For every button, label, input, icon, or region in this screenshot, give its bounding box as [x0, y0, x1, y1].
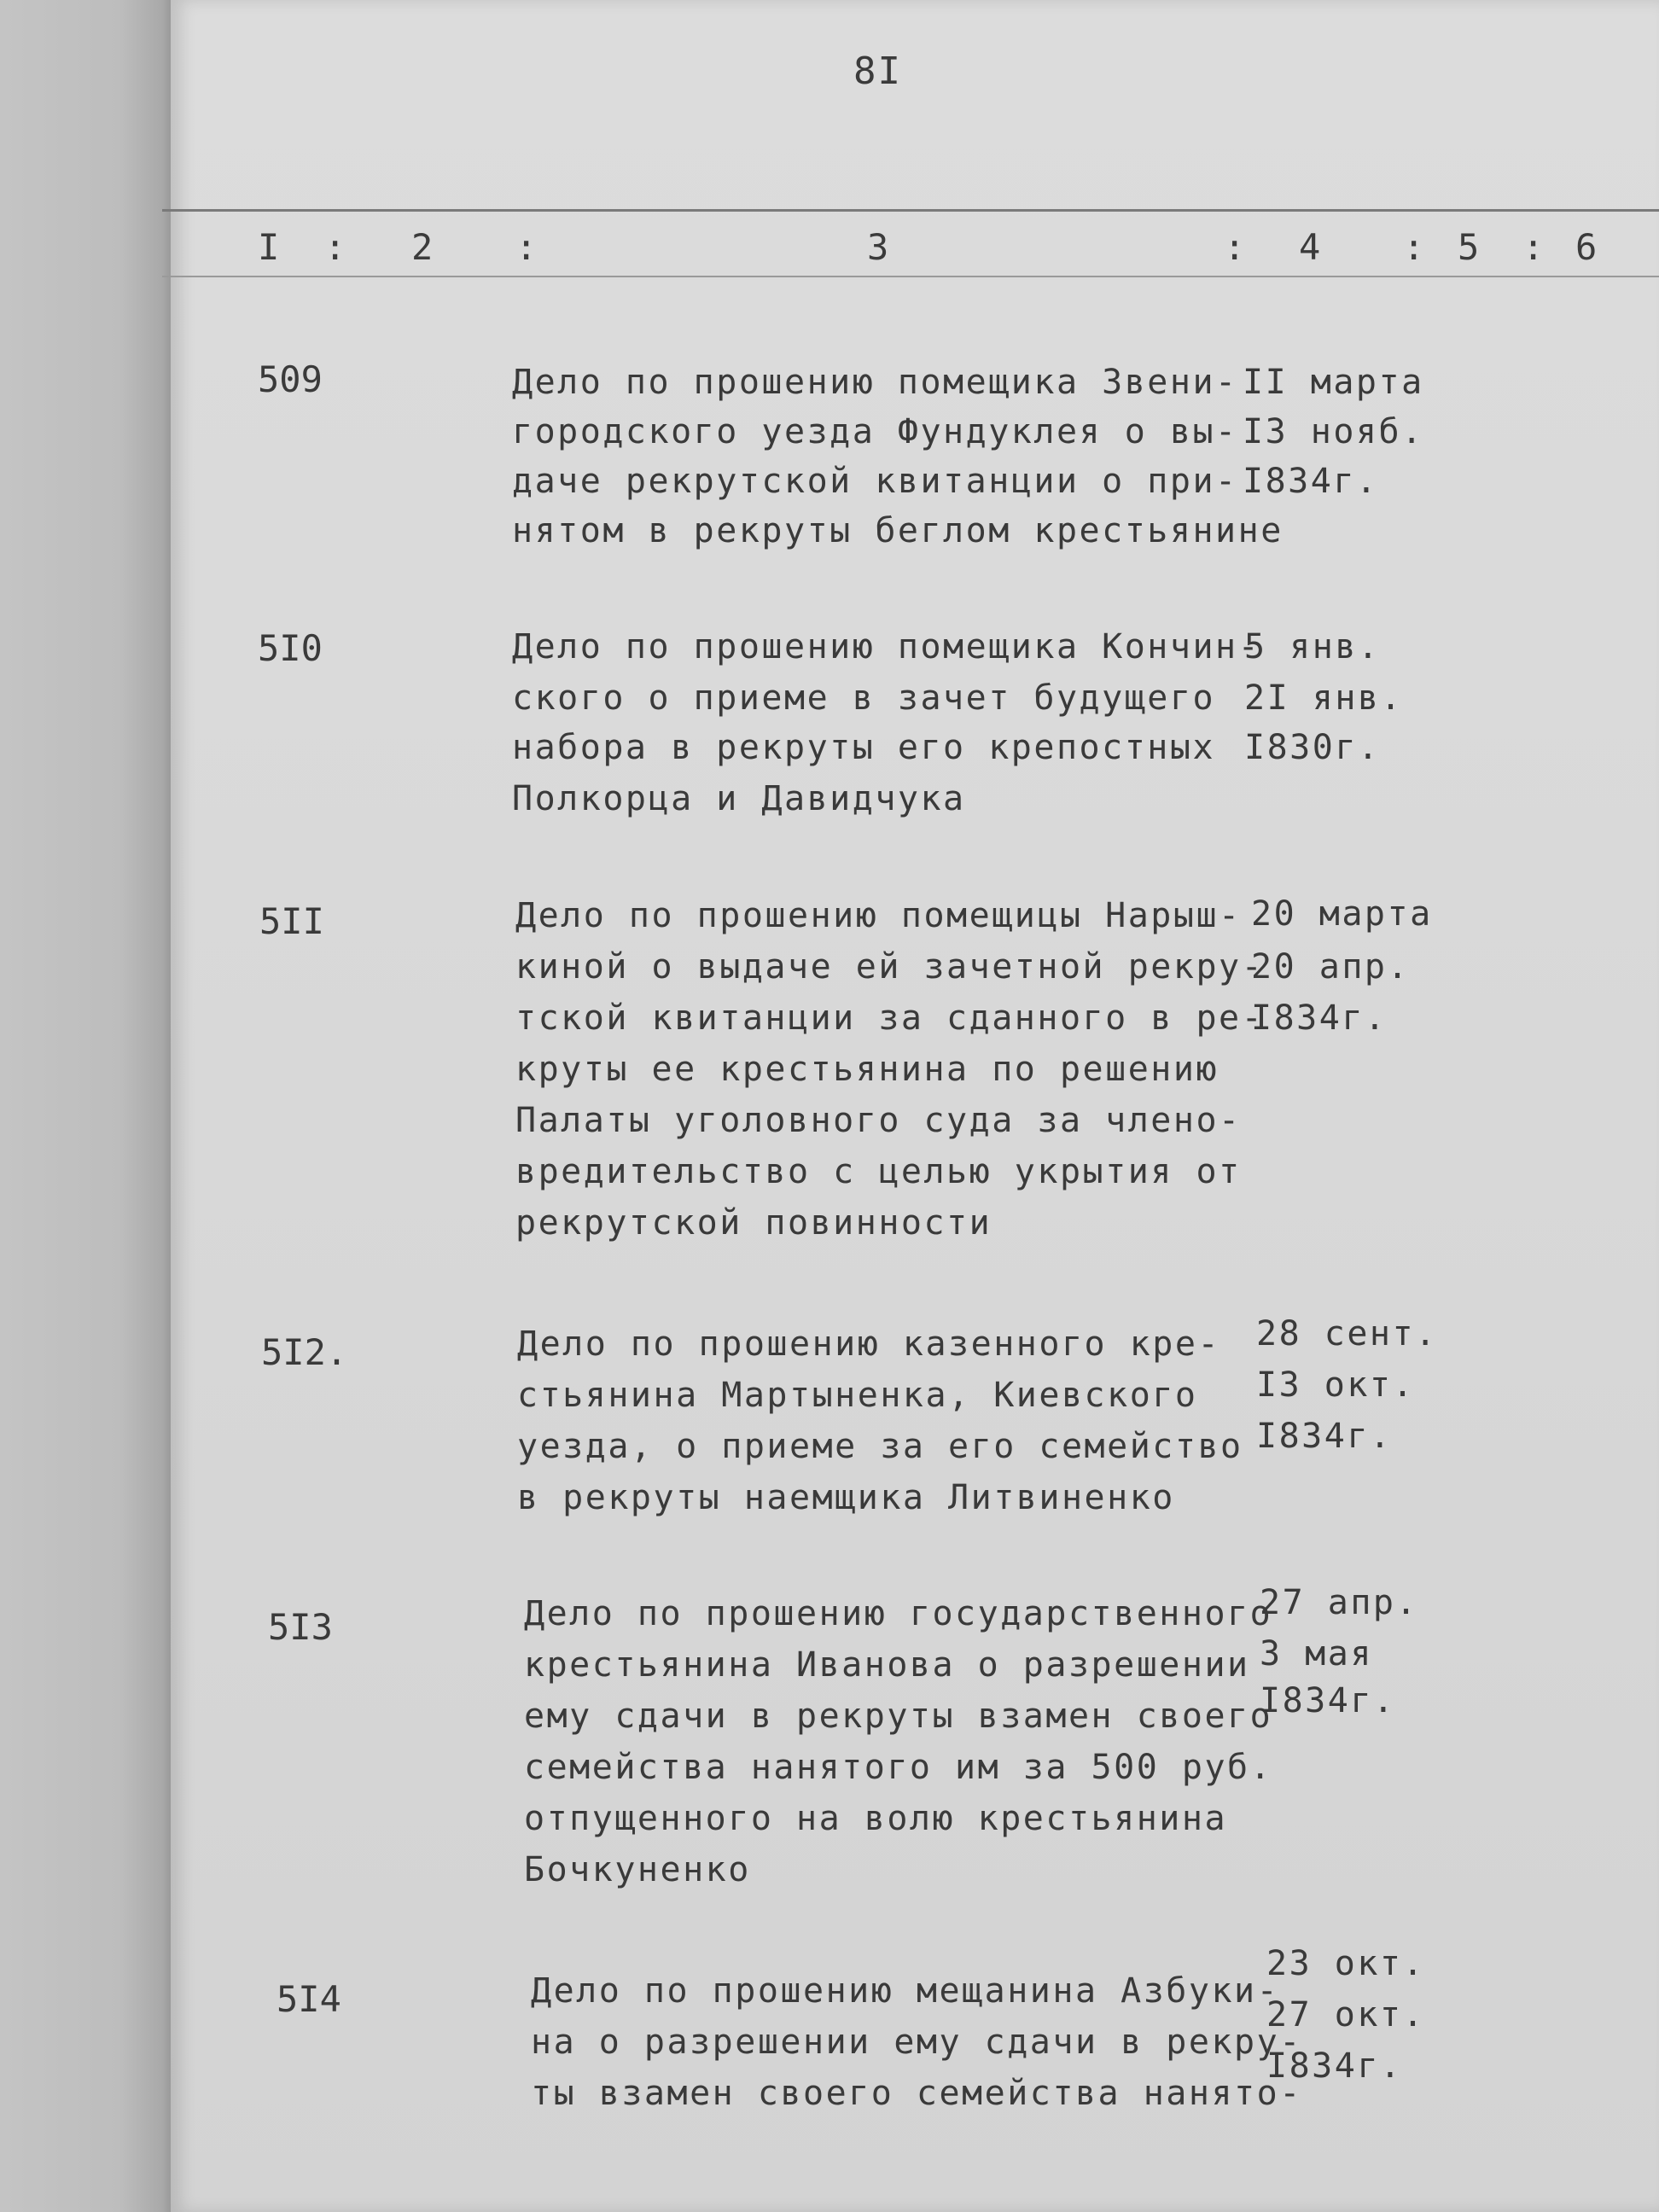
entry-description-line: Дело по прошению казенного кре-: [517, 1324, 1221, 1364]
entry-number: 5I3: [268, 1606, 333, 1648]
entry-description-line: Дело по прошению помещицы Нарыш-: [515, 896, 1242, 935]
entry-description-line: ему сдачи в рекруты взамен своего: [524, 1697, 1273, 1736]
entry-description-line: крестьянина Иванова о разрешении: [524, 1645, 1250, 1685]
entry-date-line: 5 янв.: [1244, 627, 1381, 667]
entry-description-line: рекрутской повинности: [515, 1203, 992, 1243]
entry-date-line: I834г.: [1256, 1417, 1393, 1456]
entry-description-line: Дело по прошению мещанина Азбуки-: [531, 1971, 1280, 2011]
entry-date-line: 2I янв.: [1244, 678, 1404, 718]
entry-description-line: городского уезда Фундуклея о вы-: [512, 412, 1238, 451]
entry-description-line: Дело по прошению помещика Кончин-: [512, 627, 1261, 667]
entry-date-line: I3 окт.: [1256, 1365, 1416, 1405]
entry-description-line: уезда, о приеме за его семейство: [517, 1427, 1243, 1466]
entry-date-line: 20 апр.: [1251, 947, 1411, 987]
column-header-4: 4: [1299, 226, 1323, 268]
entry-description-line: круты ее крестьянина по решению: [515, 1050, 1220, 1089]
entry-date-line: 23 окт.: [1266, 1944, 1426, 1983]
entry-description-line: набора в рекруты его крепостных: [512, 728, 1216, 767]
entry-description-line: Бочкуненко: [524, 1850, 751, 1889]
entry-date-line: I830г.: [1244, 728, 1381, 767]
entry-description-line: семейства нанятого им за 500 руб.: [524, 1748, 1273, 1787]
column-header-2: 2: [411, 226, 435, 268]
entry-date-line: I834г.: [1243, 462, 1379, 501]
column-header-1: I: [258, 226, 282, 268]
entry-description-line: даче рекрутской квитанции о при-: [512, 462, 1238, 501]
entry-description-line: ского о приеме в зачет будущего: [512, 678, 1216, 718]
column-header-6: 6: [1575, 226, 1599, 268]
entry-date-line: I834г.: [1251, 998, 1388, 1038]
entry-description-line: Дело по прошению государственного: [524, 1594, 1273, 1633]
column-separator: :: [1522, 226, 1546, 268]
header-top-rule: [162, 209, 1659, 212]
entry-description-line: Дело по прошению помещика Звени-: [512, 363, 1238, 402]
column-separator: :: [1224, 226, 1248, 268]
entry-description-line: киной о выдаче ей зачетной рекру-: [515, 947, 1265, 987]
column-separator: :: [1403, 226, 1427, 268]
entry-date-line: 27 апр.: [1260, 1583, 1419, 1622]
header-bottom-rule: [162, 276, 1659, 277]
entry-number: 509: [258, 358, 323, 400]
column-header-5: 5: [1458, 226, 1481, 268]
binding-gutter: [0, 0, 171, 2212]
page-number: 8I: [853, 49, 902, 93]
entry-description-line: ты взамен своего семейства нанято-: [531, 2074, 1302, 2113]
column-separator: :: [515, 226, 539, 268]
entry-date-line: 28 сент.: [1256, 1314, 1438, 1353]
entry-description-line: отпущенного на волю крестьянина: [524, 1799, 1228, 1838]
entry-description-line: в рекруты наемщика Литвиненко: [517, 1478, 1175, 1517]
entry-date-line: I834г.: [1260, 1681, 1396, 1720]
entry-number: 5I4: [276, 1978, 341, 2020]
entry-description-line: вредительство с целью укрытия от: [515, 1152, 1242, 1191]
entry-number: 5I0: [258, 627, 323, 669]
entry-number: 5II: [259, 900, 324, 942]
entry-description-line: нятом в рекруты беглом крестьянине: [512, 511, 1284, 550]
entry-description-line: Палаты уголовного суда за члено-: [515, 1101, 1242, 1140]
entry-date-line: I3 нояб.: [1243, 412, 1424, 451]
entry-date-line: 20 марта: [1251, 894, 1433, 934]
entry-description-line: тской квитанции за сданного в ре-: [515, 998, 1265, 1038]
entry-description-line: Полкорца и Давидчука: [512, 779, 966, 818]
entry-date-line: I834г.: [1266, 2046, 1403, 2086]
column-separator: :: [324, 226, 348, 268]
entry-description-line: на о разрешении ему сдачи в рекру-: [531, 2023, 1302, 2062]
entry-description-line: стьянина Мартыненка, Киевского: [517, 1376, 1198, 1415]
entry-date-line: 27 окт.: [1266, 1995, 1426, 2034]
entry-number: 5I2.: [261, 1331, 348, 1373]
column-header-3: 3: [867, 226, 891, 268]
entry-date-line: II марта: [1243, 363, 1424, 402]
entry-date-line: 3 мая: [1260, 1634, 1373, 1674]
